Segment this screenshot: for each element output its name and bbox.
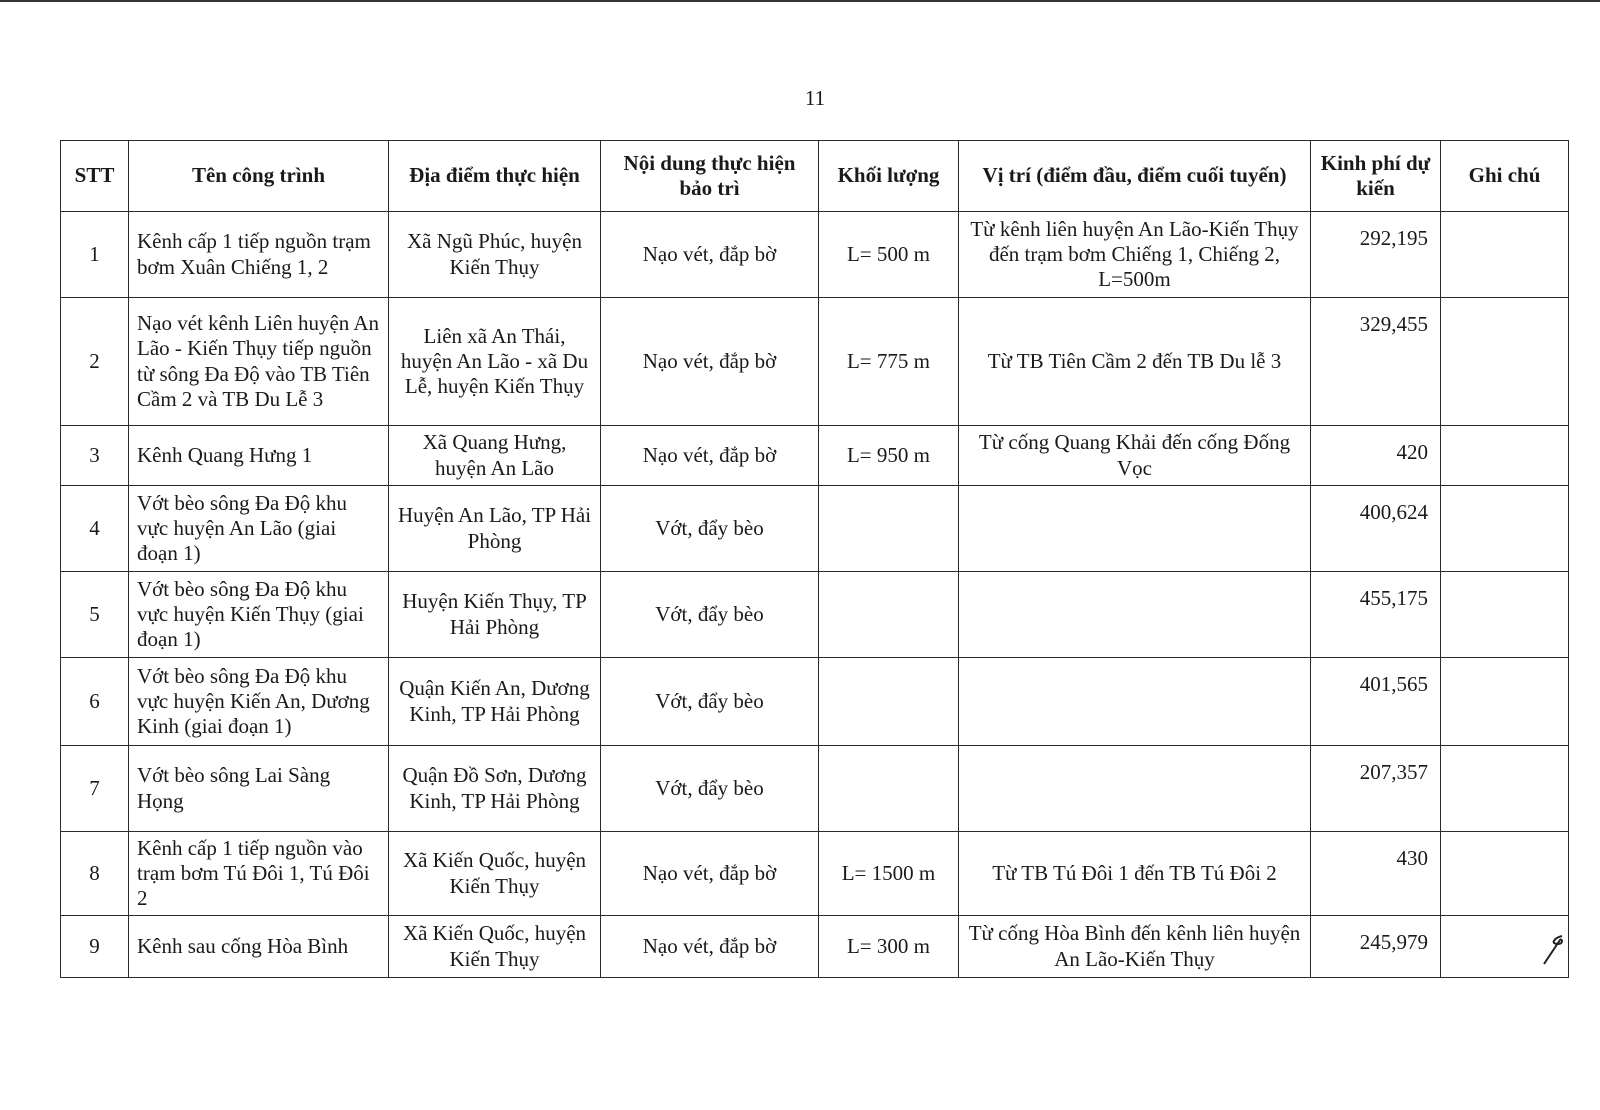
cell-content: Nạo vét, đắp bờ bbox=[601, 212, 819, 298]
cell-position: Từ cống Hòa Bình đến kênh liên huyện An Lão-Kiến Thụy bbox=[959, 916, 1311, 978]
cell-stt: 9 bbox=[61, 916, 129, 978]
table-row bbox=[61, 832, 1569, 916]
cell-cost: 400,624 bbox=[1311, 486, 1441, 572]
cell-cost: 455,175 bbox=[1311, 572, 1441, 658]
cell-place: Xã Kiến Quốc, huyện Kiến Thụy bbox=[389, 916, 601, 978]
cell-cost: 420 bbox=[1311, 426, 1441, 486]
cell-note bbox=[1441, 426, 1569, 486]
cell-place: Quận Đồ Sơn, Dương Kinh, TP Hải Phòng bbox=[389, 746, 601, 832]
cell-position bbox=[959, 658, 1311, 746]
header-position: Vị trí (điểm đầu, điểm cuối tuyến) bbox=[959, 141, 1311, 212]
table-header bbox=[61, 141, 1569, 212]
header-cost: Kinh phí dự kiến bbox=[1311, 141, 1441, 212]
top-border-rule bbox=[0, 0, 1600, 2]
cell-place: Huyện An Lão, TP Hải Phòng bbox=[389, 486, 601, 572]
cell-position: Từ cống Quang Khải đến cống Đống Vọc bbox=[959, 426, 1311, 486]
cell-note bbox=[1441, 746, 1569, 832]
cell-stt: 1 bbox=[61, 212, 129, 298]
cell-place: Xã Quang Hưng, huyện An Lão bbox=[389, 426, 601, 486]
cell-volume bbox=[819, 746, 959, 832]
table-row bbox=[61, 426, 1569, 486]
cell-name: Kênh sau cống Hòa Bình bbox=[129, 916, 389, 978]
cell-content: Vớt, đẩy bèo bbox=[601, 658, 819, 746]
cell-stt: 6 bbox=[61, 658, 129, 746]
cell-place: Xã Kiến Quốc, huyện Kiến Thụy bbox=[389, 832, 601, 916]
table-row bbox=[61, 746, 1569, 832]
cell-volume bbox=[819, 572, 959, 658]
cell-content: Nạo vét, đắp bờ bbox=[601, 832, 819, 916]
page-number: 11 bbox=[804, 86, 826, 110]
header-volume: Khối lượng bbox=[819, 141, 959, 212]
cell-note bbox=[1441, 572, 1569, 658]
table-row bbox=[61, 658, 1569, 746]
cell-cost: 401,565 bbox=[1311, 658, 1441, 746]
maintenance-works-table bbox=[60, 140, 1569, 978]
cell-volume: L= 775 m bbox=[819, 298, 959, 426]
cell-volume: L= 950 m bbox=[819, 426, 959, 486]
table-row bbox=[61, 486, 1569, 572]
cell-place: Quận Kiến An, Dương Kinh, TP Hải Phòng bbox=[389, 658, 601, 746]
cell-stt: 5 bbox=[61, 572, 129, 658]
cell-name: Kênh cấp 1 tiếp nguồn vào trạm bơm Tú Đôi 1, Tú Đôi 2 bbox=[129, 832, 389, 916]
cell-name: Vớt bèo sông Đa Độ khu vực huyện Kiến An, Dương Kinh (giai đoạn 1) bbox=[129, 658, 389, 746]
cell-name: Vớt bèo sông Lai Sàng Họng bbox=[129, 746, 389, 832]
cell-cost: 430 bbox=[1311, 832, 1441, 916]
cell-place: Liên xã An Thái, huyện An Lão - xã Du Lễ, huyện Kiến Thụy bbox=[389, 298, 601, 426]
cell-content: Nạo vét, đắp bờ bbox=[601, 426, 819, 486]
cell-note bbox=[1441, 486, 1569, 572]
header-stt: STT bbox=[61, 141, 129, 212]
cell-position bbox=[959, 486, 1311, 572]
cell-stt: 4 bbox=[61, 486, 129, 572]
cell-note bbox=[1441, 212, 1569, 298]
header-note: Ghi chú bbox=[1441, 141, 1569, 212]
cell-name: Nạo vét kênh Liên huyện An Lão - Kiến Thụy tiếp nguồn từ sông Đa Độ vào TB Tiên Cầm 2 và TB Du Lễ 3 bbox=[129, 298, 389, 426]
table-row bbox=[61, 572, 1569, 658]
cell-cost: 292,195 bbox=[1311, 212, 1441, 298]
table-row bbox=[61, 916, 1569, 978]
cell-stt: 8 bbox=[61, 832, 129, 916]
header-content: Nội dung thực hiện bảo trì bbox=[601, 141, 819, 212]
cell-volume: L= 300 m bbox=[819, 916, 959, 978]
cell-position: Từ TB Tú Đôi 1 đến TB Tú Đôi 2 bbox=[959, 832, 1311, 916]
cell-name: Vớt bèo sông Đa Độ khu vực huyện An Lão (giai đoạn 1) bbox=[129, 486, 389, 572]
cell-cost: 207,357 bbox=[1311, 746, 1441, 832]
cell-volume: L= 1500 m bbox=[819, 832, 959, 916]
cell-stt: 2 bbox=[61, 298, 129, 426]
table-row bbox=[61, 212, 1569, 298]
header-place: Địa điểm thực hiện bbox=[389, 141, 601, 212]
initial-signature-mark bbox=[1540, 930, 1570, 970]
cell-cost: 245,979 bbox=[1311, 916, 1441, 978]
cell-position: Từ kênh liên huyện An Lão-Kiến Thụy đến trạm bơm Chiếng 1, Chiếng 2, L=500m bbox=[959, 212, 1311, 298]
cell-content: Vớt, đẩy bèo bbox=[601, 572, 819, 658]
header-name: Tên công trình bbox=[129, 141, 389, 212]
cell-name: Vớt bèo sông Đa Độ khu vực huyện Kiến Thụy (giai đoạn 1) bbox=[129, 572, 389, 658]
cell-name: Kênh cấp 1 tiếp nguồn trạm bơm Xuân Chiếng 1, 2 bbox=[129, 212, 389, 298]
cell-stt: 7 bbox=[61, 746, 129, 832]
cell-note bbox=[1441, 298, 1569, 426]
table-row bbox=[61, 298, 1569, 426]
table-body bbox=[61, 212, 1569, 978]
cell-content: Nạo vét, đắp bờ bbox=[601, 298, 819, 426]
cell-content: Vớt, đẩy bèo bbox=[601, 486, 819, 572]
cell-position: Từ TB Tiên Cầm 2 đến TB Du lễ 3 bbox=[959, 298, 1311, 426]
cell-cost: 329,455 bbox=[1311, 298, 1441, 426]
cell-content: Vớt, đẩy bèo bbox=[601, 746, 819, 832]
header-row bbox=[61, 141, 1569, 212]
cell-position bbox=[959, 746, 1311, 832]
cell-volume: L= 500 m bbox=[819, 212, 959, 298]
cell-place: Xã Ngũ Phúc, huyện Kiến Thụy bbox=[389, 212, 601, 298]
cell-place: Huyện Kiến Thụy, TP Hải Phòng bbox=[389, 572, 601, 658]
cell-content: Nạo vét, đắp bờ bbox=[601, 916, 819, 978]
cell-name: Kênh Quang Hưng 1 bbox=[129, 426, 389, 486]
cell-volume bbox=[819, 486, 959, 572]
cell-note bbox=[1441, 832, 1569, 916]
cell-note bbox=[1441, 658, 1569, 746]
cell-stt: 3 bbox=[61, 426, 129, 486]
cell-position bbox=[959, 572, 1311, 658]
cell-volume bbox=[819, 658, 959, 746]
